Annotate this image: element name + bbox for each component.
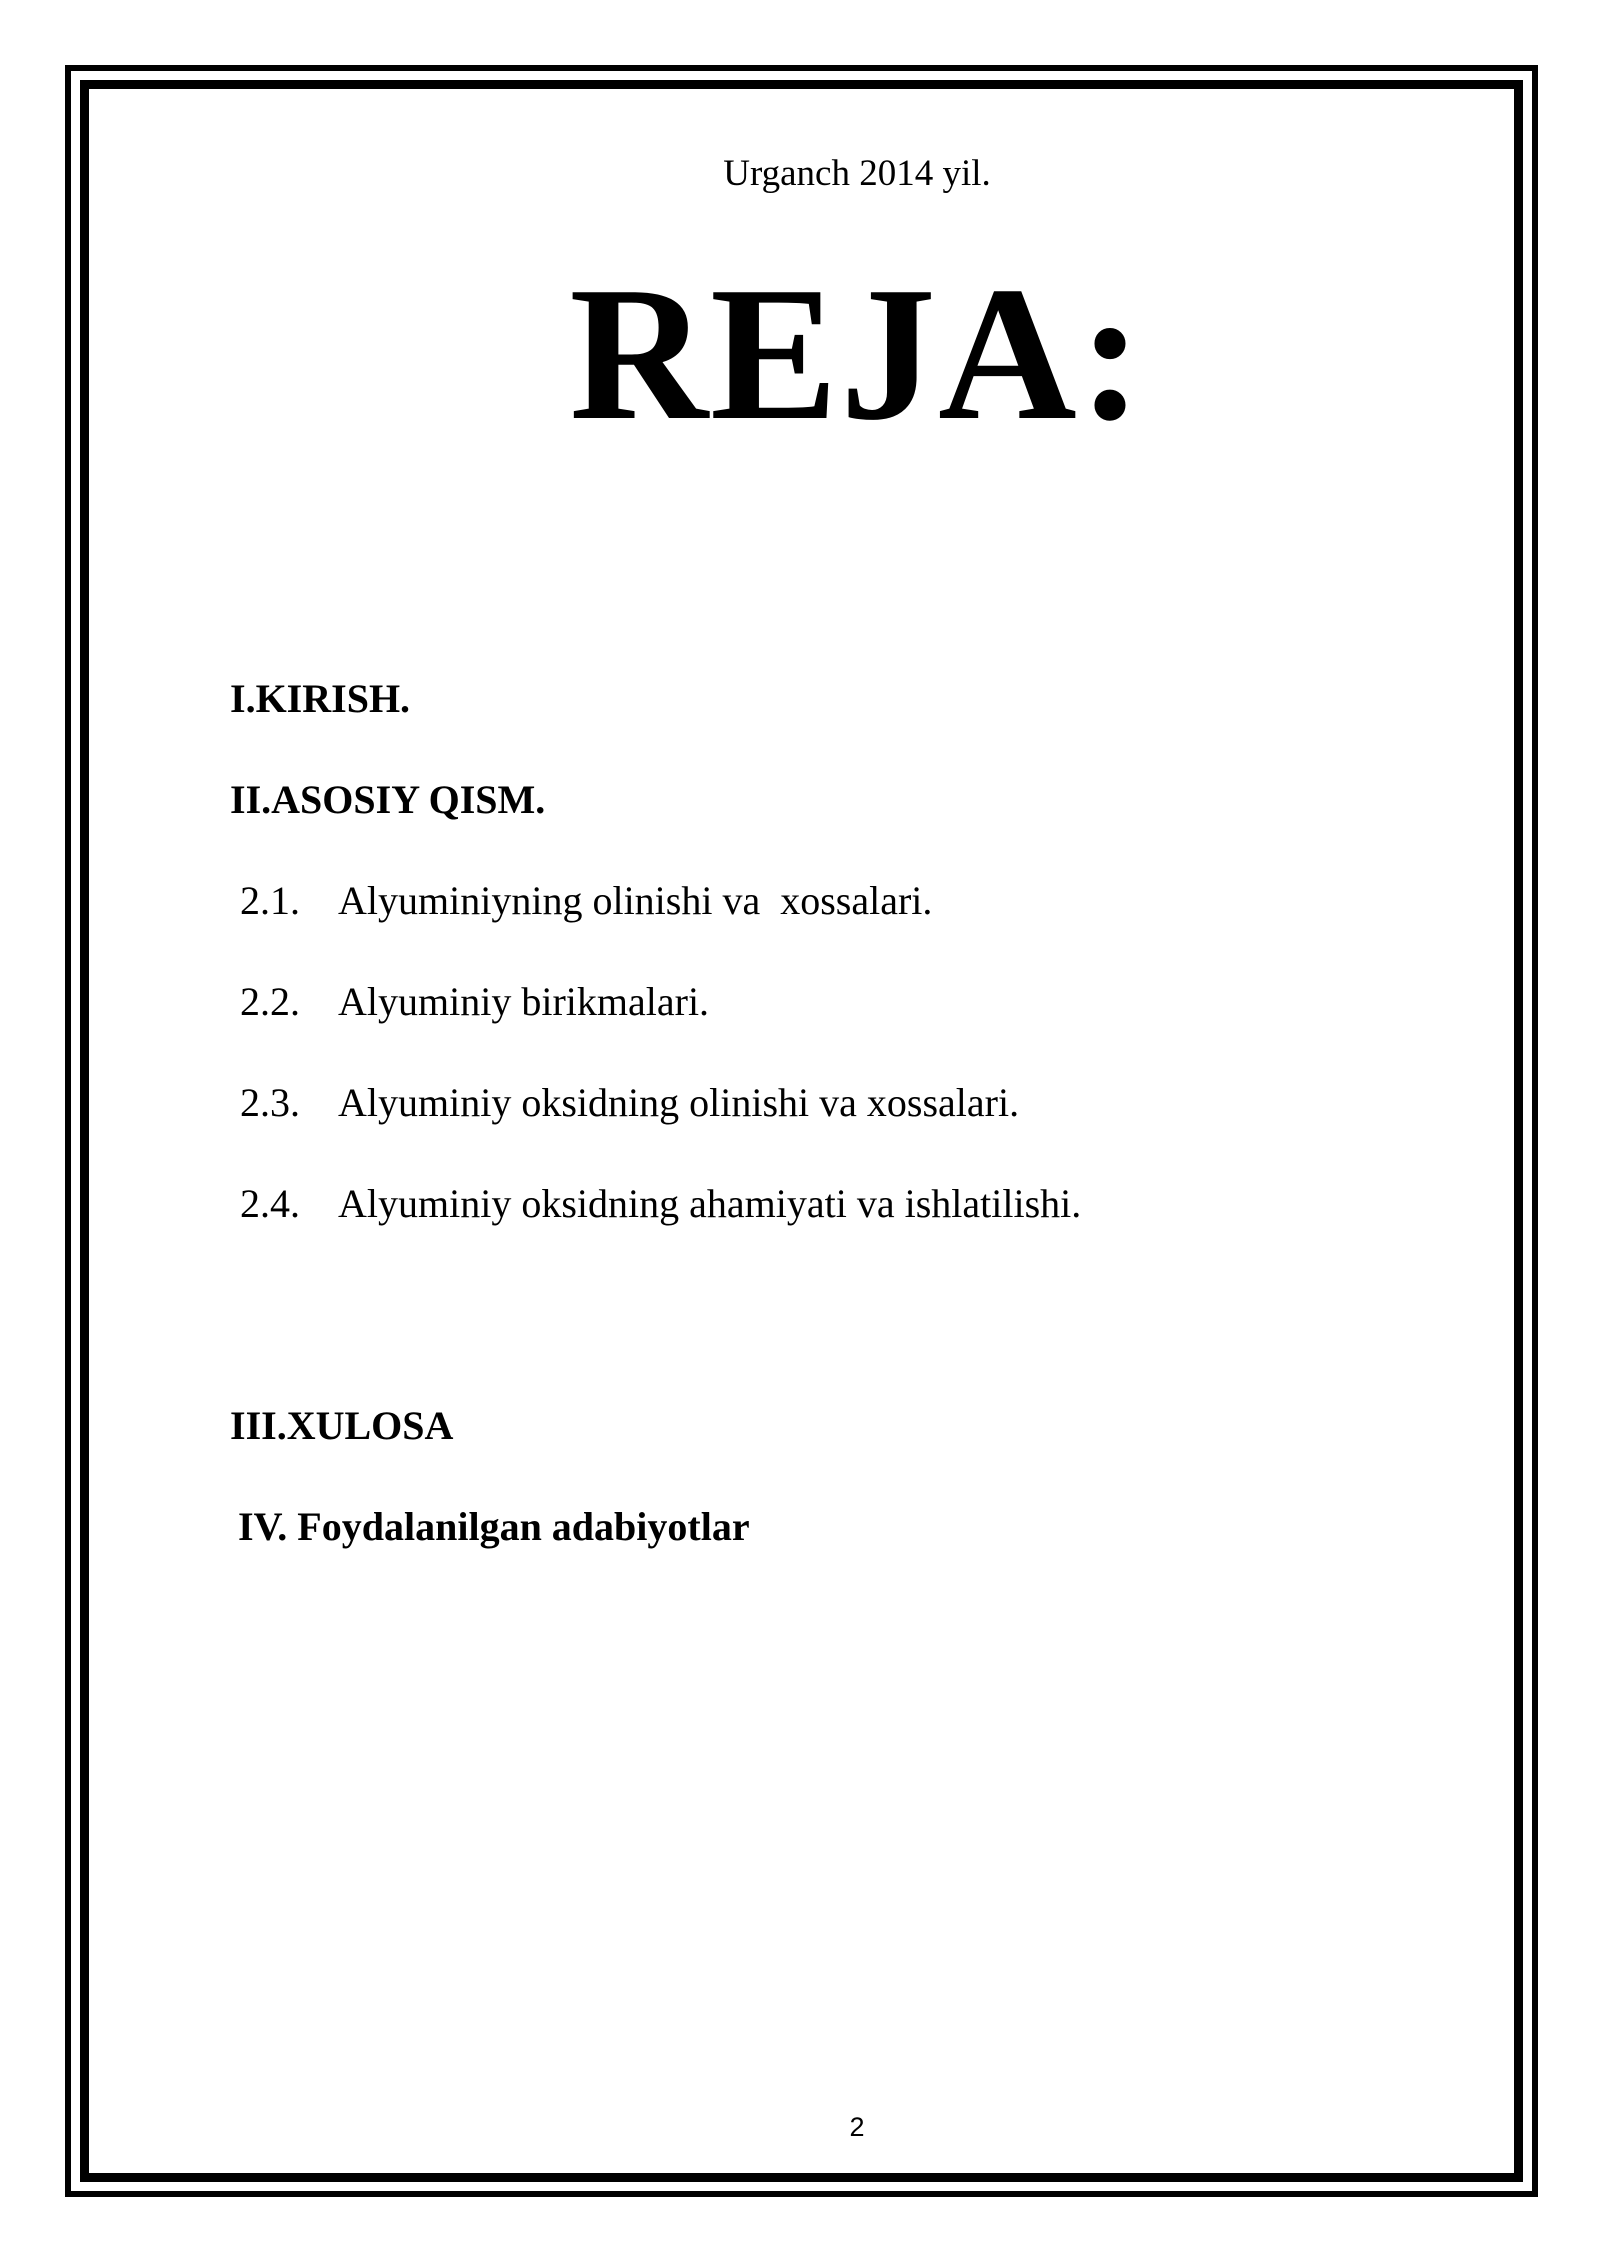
subsection-text: Alyuminiy birikmalari. — [338, 979, 710, 1024]
subsection-number: 2.3. — [240, 1080, 300, 1125]
subsection-text: Alyuminiy oksidning olinishi va xossalari. — [338, 1080, 1020, 1125]
page-number: 2 — [849, 2112, 865, 2142]
subsection-item — [240, 1079, 1019, 1126]
page-title: REJA: — [569, 247, 1145, 460]
subsection-number: 2.2. — [240, 979, 300, 1024]
place-year-line: Urganch 2014 yil. — [723, 153, 991, 194]
section-heading-references: IV. Foydalanilgan adabiyotlar — [238, 1504, 750, 1549]
subsection-number: 2.4. — [240, 1181, 300, 1226]
subsection-text: Alyuminiyning olinishi va xossalari. — [338, 878, 933, 923]
section-heading-introduction: I.KIRISH. — [230, 676, 411, 721]
section-heading-main-part: II.ASOSIY QISM. — [230, 777, 546, 822]
subsection-number: 2.1. — [240, 878, 300, 923]
subsection-item — [240, 877, 932, 924]
subsection-item — [240, 1180, 1081, 1227]
subsection-item — [240, 978, 709, 1025]
subsection-text: Alyuminiy oksidning ahamiyati va ishlatilishi. — [338, 1181, 1082, 1226]
section-heading-conclusion: III.XULOSA — [230, 1403, 454, 1448]
